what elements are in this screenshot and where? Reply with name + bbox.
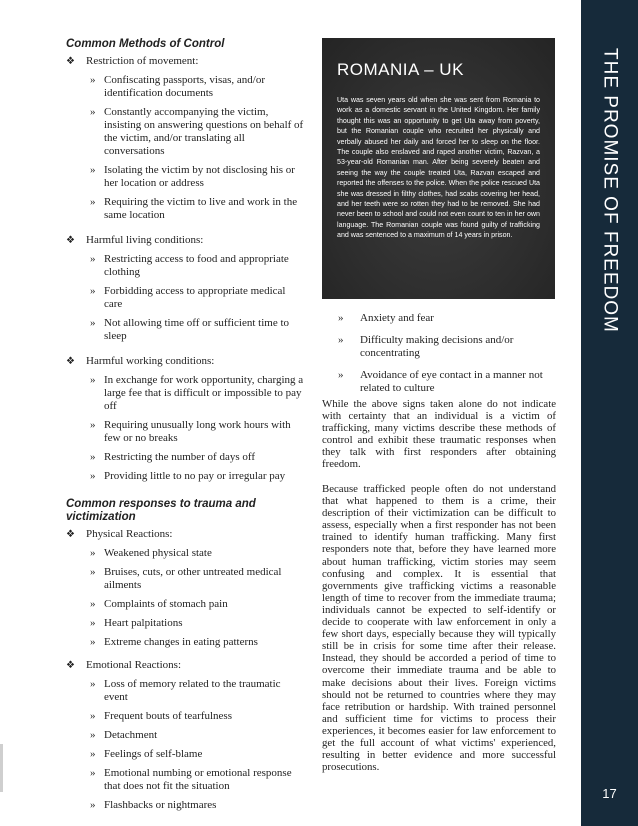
left-column <box>66 38 306 812</box>
list-item: » Confiscating passports, visas, and/or identification documents <box>90 74 266 99</box>
group-label: Harmful living conditions: <box>86 234 204 246</box>
list-item: » Frequent bouts of tearfulness <box>90 710 232 722</box>
list-item: » Requiring the victim to live and work in the same location <box>90 196 298 221</box>
list-item: » Detachment <box>90 729 158 741</box>
chevron-marker-icon: » <box>90 547 96 559</box>
diamond-bullet-icon: ❖ <box>66 529 75 540</box>
body-paragraph: Because trafficked people often do not understand that what happened to them is a crime, their description of their victimization can be difficult to assess, especially when a first responder has not been trained to identify human trafficking. Many first responders note that, before they have learned more about human trafficking, victim stories may seem confusing and complex. It is essential that governments give trafficking victims a reasonable length of time to recover from the immediate trauma; individuals cannot be expected to self-identify or decide to cooperate with law enforcement in only a few short days, especially because they will typically still be in crisis for some time after their release. Instead, they should be accorded a period of time to overcome their immediate trauma and be able to make decisions about their lives. Foreign victims should not be returned to countries where they may face retribution or hardship. With trained personnel and sufficient time for victims to process their experiences, it becomes easier for law enforcement to get the full account of what victims' experienced, resulting in better evidence and more successful prosecutions. <box>322 483 556 774</box>
chevron-marker-icon: » <box>90 598 96 610</box>
methods-group-living <box>66 234 306 343</box>
chevron-marker-icon: » <box>90 799 96 811</box>
chevron-marker-icon: » <box>338 369 344 381</box>
list-item: » Requiring unusually long work hours with few or no breaks <box>90 419 291 444</box>
list-item: » Extreme changes in eating patterns <box>90 636 258 648</box>
chevron-marker-icon: » <box>90 74 96 86</box>
chevron-marker-icon: » <box>90 678 96 690</box>
chevron-marker-icon: » <box>90 767 96 779</box>
publication-title: THE PROMISE OF FREEDOM <box>599 47 621 333</box>
chevron-marker-icon: » <box>90 285 96 297</box>
diamond-bullet-icon: ❖ <box>66 660 75 671</box>
list-item: » Restricting access to food and appropriate clothing <box>90 253 289 278</box>
diamond-bullet-icon: ❖ <box>66 56 75 67</box>
list-item: » Weakened physical state <box>90 547 212 559</box>
list-item: » Restricting the number of days off <box>90 451 256 463</box>
margin-rule <box>0 744 3 792</box>
list-item: » In exchange for work opportunity, charging a large fee that is difficult or impossible to pay off <box>90 374 304 412</box>
list-item: » Flashbacks or nightmares <box>90 799 217 811</box>
list-item: » Difficulty making decisions and/or concentrating <box>338 334 514 359</box>
list-item: » Providing little to no pay or irregular pay <box>90 470 286 482</box>
chevron-marker-icon: » <box>90 196 96 208</box>
page-number: 17 <box>602 786 617 801</box>
group-label: Harmful working conditions: <box>86 355 215 367</box>
group-label: Emotional Reactions: <box>86 659 182 671</box>
sidebar-title <box>581 0 638 380</box>
chevron-marker-icon: » <box>90 164 96 176</box>
chevron-marker-icon: » <box>90 729 96 741</box>
continued-emotional-list <box>322 309 562 404</box>
chevron-marker-icon: » <box>90 317 96 329</box>
chevron-marker-icon: » <box>90 617 96 629</box>
list-item: » Feelings of self-blame <box>90 748 203 760</box>
chevron-marker-icon: » <box>90 710 96 722</box>
list-item: » Emotional numbing or emotional response that does not fit the situation <box>90 767 292 792</box>
trauma-heading: Common responses to trauma and victimization <box>66 498 256 523</box>
chevron-marker-icon: » <box>90 636 96 648</box>
chevron-marker-icon: » <box>338 334 344 346</box>
list-item: » Complaints of stomach pain <box>90 598 228 610</box>
chevron-marker-icon: » <box>90 566 96 578</box>
methods-group-working <box>66 355 306 483</box>
list-item: » Forbidding access to appropriate medical care <box>90 285 286 310</box>
list-item: » Loss of memory related to the traumatic event <box>90 678 281 703</box>
group-label: Restriction of movement: <box>86 55 199 67</box>
case-study-title: ROMANIA – UK <box>337 60 464 79</box>
list-item: » Constantly accompanying the victim, insisting on answering questions on behalf of the victim, and/or translating all conversations <box>90 106 304 157</box>
chevron-marker-icon: » <box>90 374 96 386</box>
diamond-bullet-icon: ❖ <box>66 235 75 246</box>
diamond-bullet-icon: ❖ <box>66 356 75 367</box>
methods-group-movement <box>66 55 306 222</box>
chevron-marker-icon: » <box>90 253 96 265</box>
list-item: » Bruises, cuts, or other untreated medical ailments <box>90 566 282 591</box>
list-item: » Heart palpitations <box>90 617 183 629</box>
group-label: Physical Reactions: <box>86 528 173 540</box>
chevron-marker-icon: » <box>90 419 96 431</box>
chevron-marker-icon: » <box>90 106 96 118</box>
list-item: » Isolating the victim by not disclosing his or her location or address <box>90 164 295 189</box>
list-item: » Not allowing time off or sufficient time to sleep <box>90 317 290 342</box>
list-item: » Avoidance of eye contact in a manner not related to culture <box>338 369 543 394</box>
trauma-group-physical <box>66 528 306 649</box>
trauma-group-emotional <box>66 659 306 812</box>
chevron-marker-icon: » <box>338 312 344 324</box>
chevron-marker-icon: » <box>90 748 96 760</box>
body-paragraph: While the above signs taken alone do not indicate with certainty that an individual is a victim of trafficking, many victims describe these methods of control and exhibit these traumatic responses when they talk with first responders after obtaining freedom. <box>322 398 556 471</box>
case-study-text: Uta was seven years old when she was sent from Romania to work as a domestic servant in the United Kingdom. Her family thought this was an opportunity to get Uta away from poverty, but the Romanian couple who recruited her physically and verbally abused her daily and forced her to sleep on the floor. The couple also enslaved and raped another victim, Razvan, a 53-year-old Romanian man. After being severely beaten and seeing the way the couple treated Uta, Razvan escaped and reported the offenses to the police. When the police rescued Uta she was dressed in filthy clothes, had scabs covering her head, and her teeth were so rotten they had to be removed. She had never been to school and could not even count to ten in her own language. The Romanian couple was found guilty of trafficking and was sentenced to a maximum of 14 years in prison. <box>337 96 540 240</box>
case-study-box <box>322 38 555 299</box>
chevron-marker-icon: » <box>90 451 96 463</box>
methods-heading: Common Methods of Control <box>66 38 225 50</box>
chevron-marker-icon: » <box>90 470 96 482</box>
list-item: » Anxiety and fear <box>338 312 434 324</box>
